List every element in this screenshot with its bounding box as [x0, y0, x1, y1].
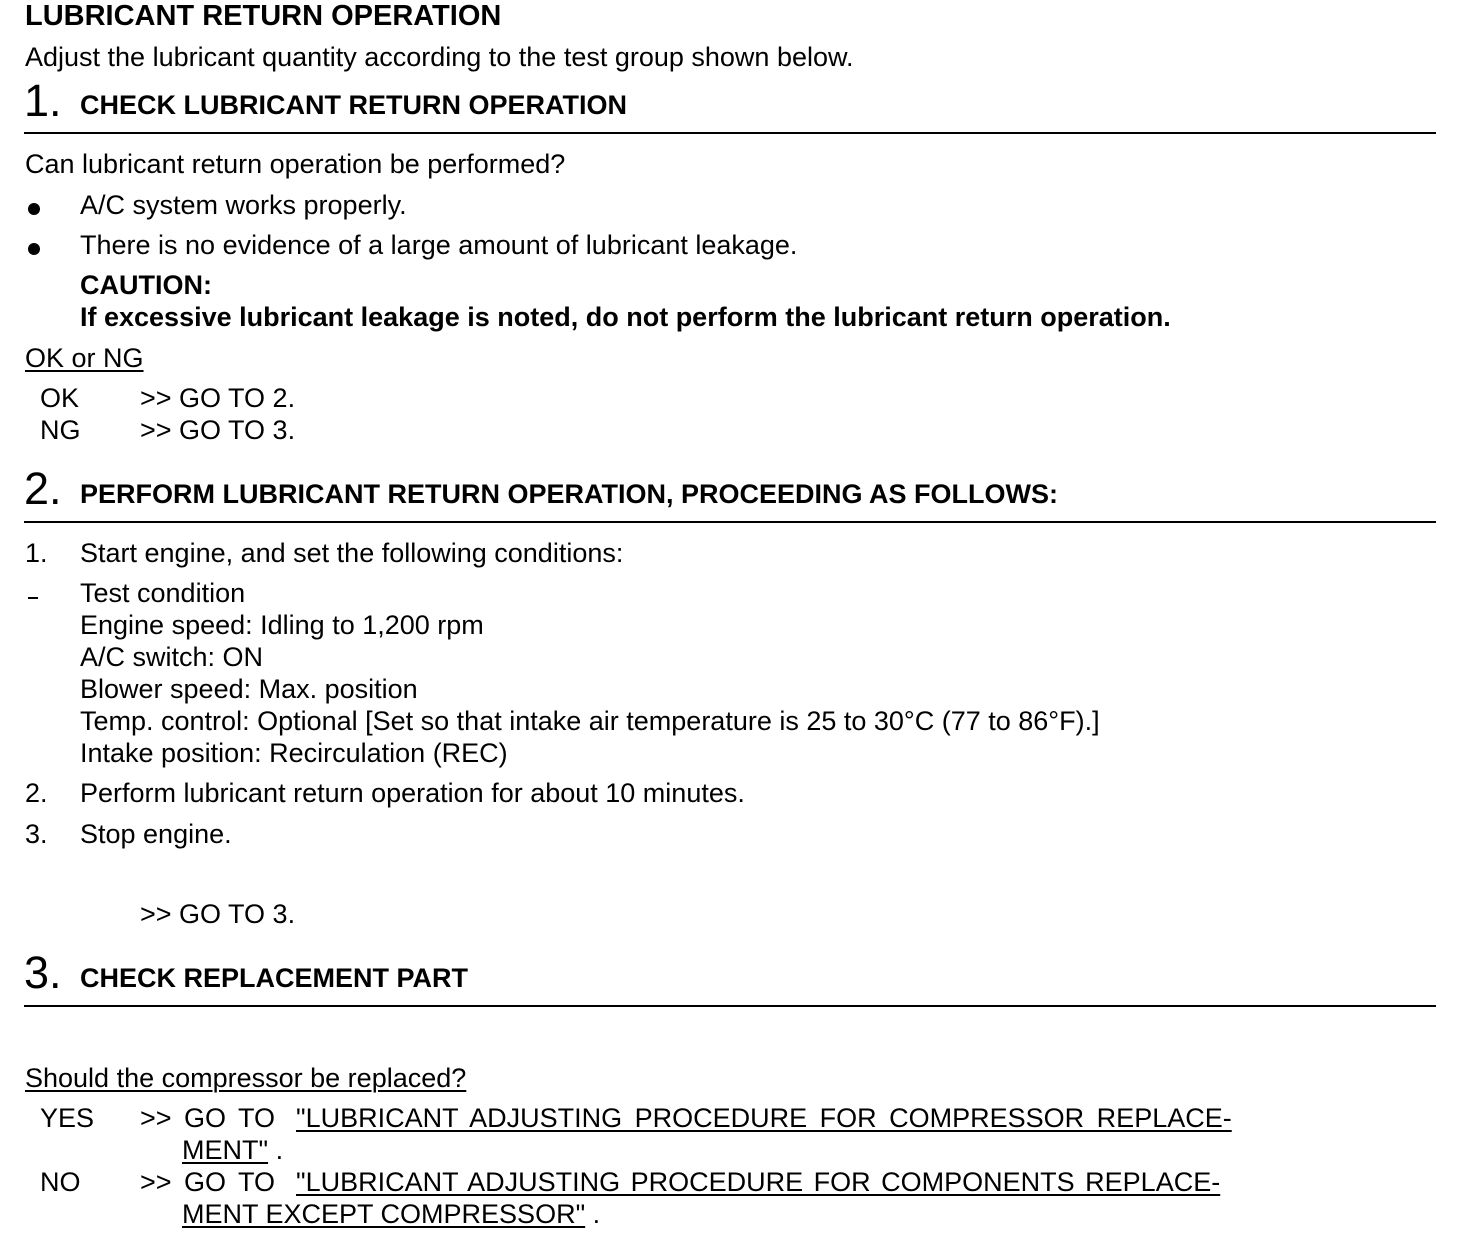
- step2-divider: [24, 521, 1436, 523]
- condition-line: Test condition: [80, 578, 246, 608]
- condition-line: Intake position: Recirculation (REC): [80, 738, 508, 768]
- step3-number: 3.: [24, 947, 62, 998]
- result-ng-action: >> GO TO 3.: [140, 415, 296, 445]
- caution-label: CAUTION:: [80, 270, 212, 300]
- step2-item-3-text: Stop engine.: [80, 819, 232, 849]
- step1-bullet-2: There is no evidence of a large amount of lubricant leakage.: [80, 230, 798, 260]
- bullet-icon: [28, 203, 40, 215]
- step1-bullet-1: A/C system works properly.: [80, 190, 407, 220]
- link-compressor-replacement[interactable]: "LUBRICANT ADJUSTING PROCEDURE FOR COMPRESSOR REPLACE-: [296, 1103, 1232, 1133]
- step2-item-2-text: Perform lubricant return operation for about 10 minutes.: [80, 778, 745, 808]
- result-yes-label: YES: [40, 1103, 95, 1133]
- step2-heading: PERFORM LUBRICANT RETURN OPERATION, PROCEEDING AS FOLLOWS:: [80, 479, 1058, 509]
- result-ok-label: OK: [40, 383, 80, 413]
- result-no-prefix: >> GO TO: [140, 1167, 276, 1197]
- condition-line: Engine speed: Idling to 1,200 rpm: [80, 610, 484, 640]
- ok-ng-label: OK or NG: [25, 343, 144, 373]
- result-no-label: NO: [40, 1167, 81, 1197]
- step2-item-1-text: Start engine, and set the following conditions:: [80, 538, 624, 568]
- step1-question: Can lubricant return operation be performed?: [25, 149, 566, 179]
- result-yes-prefix: >> GO TO: [140, 1103, 276, 1133]
- step2-item-3-num: 3.: [25, 819, 48, 849]
- step3-heading: CHECK REPLACEMENT PART: [80, 963, 469, 993]
- result-ng-label: NG: [40, 415, 81, 445]
- condition-line: A/C switch: ON: [80, 642, 264, 672]
- result-yes-suffix: .: [275, 1135, 284, 1165]
- link-components-replacement-cont[interactable]: MENT EXCEPT COMPRESSOR": [182, 1199, 586, 1229]
- step1-number: 1.: [24, 75, 62, 126]
- link-components-replacement[interactable]: "LUBRICANT ADJUSTING PROCEDURE FOR COMPONENTS REPLACE-: [296, 1167, 1221, 1197]
- step3-divider: [24, 1005, 1436, 1007]
- step1-divider: [24, 132, 1436, 134]
- result-no-suffix: .: [592, 1199, 601, 1229]
- dash-icon: [28, 597, 38, 599]
- intro-text: Adjust the lubricant quantity according to the test group shown below.: [25, 42, 854, 72]
- bullet-icon: [28, 243, 40, 255]
- condition-line: Blower speed: Max. position: [80, 674, 418, 704]
- caution-text: If excessive lubricant leakage is noted, do not perform the lubricant return operation.: [80, 302, 1171, 332]
- step2-item-2-num: 2.: [25, 778, 48, 808]
- step1-heading: CHECK LUBRICANT RETURN OPERATION: [80, 90, 627, 120]
- step2-number: 2.: [24, 463, 62, 514]
- step2-item-1-num: 1.: [25, 538, 48, 568]
- condition-line: Temp. control: Optional [Set so that intake air temperature is 25 to 30°C (77 to 86°F).]: [80, 706, 1100, 736]
- page-title: LUBRICANT RETURN OPERATION: [25, 0, 502, 32]
- step3-question: Should the compressor be replaced?: [25, 1063, 467, 1093]
- step2-goto: >> GO TO 3.: [140, 899, 296, 929]
- result-ok-action: >> GO TO 2.: [140, 383, 296, 413]
- link-compressor-replacement-cont[interactable]: MENT": [182, 1135, 269, 1165]
